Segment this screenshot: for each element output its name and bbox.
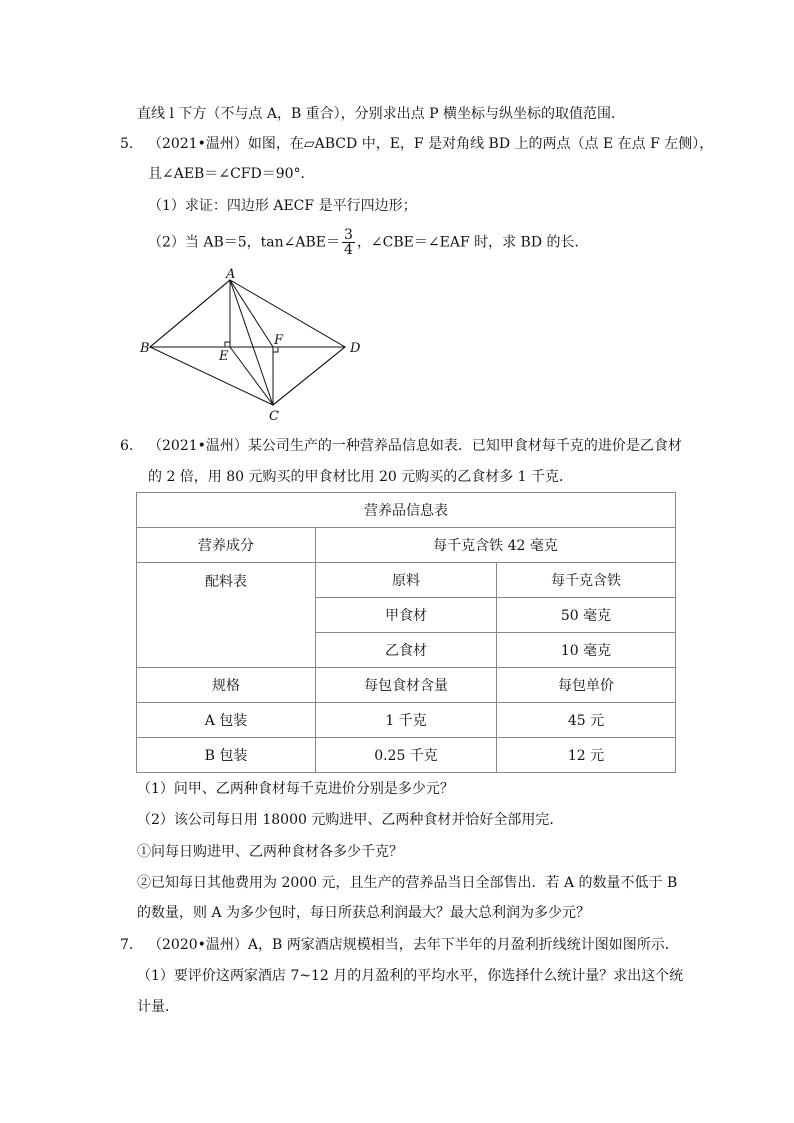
ingredient-yi-iron: 10 毫克	[497, 633, 676, 668]
question-5-stem: （2021•温州）如图，在▱ABCD 中，E，F 是对角线 BD 上的两点（点 E 在点 F 左侧），	[148, 136, 714, 152]
package-a-price: 45 元	[497, 703, 676, 738]
parallelogram-figure	[130, 268, 370, 428]
package-a-content: 1 千克	[316, 703, 497, 738]
package-b-content: 0.25 千克	[316, 738, 497, 773]
question-6-part-2-sub-2-cont: 的数量，则 A 为多少包时，每日所获总利润最大？最大总利润为多少元？	[137, 905, 591, 921]
segment-ec	[230, 347, 273, 405]
ingredient-jia: 甲食材	[316, 598, 497, 633]
table-title: 营养品信息表	[137, 493, 676, 528]
question-6-part-2-sub-2: ②已知每日其他费用为 2000 元，且生产的营养品当日全部售出．若 A 的数量不低于 B	[137, 875, 678, 891]
package-a-label: A 包装	[137, 703, 316, 738]
question-7-part-1-cont: 计量．	[137, 999, 179, 1015]
part-2-prefix: （2）当 AB＝5，tan∠ABE＝	[148, 234, 341, 251]
label-d: D	[350, 341, 361, 356]
package-b-label: B 包装	[137, 738, 316, 773]
question-7-part-1: （1）要评价这两家酒店 7~12 月的月盈利的平均水平，你选择什么统计量？求出这个统	[137, 968, 684, 984]
q4-tail-line: 直线 l 下方（不与点 A，B 重合），分别求出点 P 横坐标与纵坐标的取值范围．	[137, 106, 625, 122]
parallelogram-abcd	[150, 280, 345, 405]
question-7-number: 7.	[120, 937, 134, 953]
question-6-part-2-sub-1: ①问每日购进甲、乙两种食材各多少千克？	[137, 844, 403, 860]
package-b-price: 12 元	[497, 738, 676, 773]
ingredient-yi: 乙食材	[316, 633, 497, 668]
question-6-part-1: （1）问甲、乙两种食材每千克进价分别是多少元？	[137, 781, 454, 797]
spec-label: 规格	[137, 668, 316, 703]
question-6-part-2: （2）该公司每日用 18000 元购进甲、乙两种食材并恰好全部用完．	[137, 812, 564, 828]
question-6-stem-2: 的 2 倍，用 80 元购买的甲食材比用 20 元购买的乙食材多 1 千克．	[148, 469, 574, 485]
nutrition-info-table	[136, 492, 676, 773]
ingredients-label: 配料表	[137, 563, 316, 668]
label-b: B	[140, 341, 150, 356]
segment-af	[230, 280, 273, 347]
tan-fraction	[342, 228, 355, 257]
question-5-part-2	[148, 228, 589, 257]
nutrient-label: 营养成分	[137, 528, 316, 563]
raw-material-header: 原料	[316, 563, 497, 598]
label-a: A	[226, 268, 236, 282]
fraction-numerator: 3	[344, 227, 353, 243]
question-6-number: 6.	[120, 438, 134, 454]
nutrient-value: 每千克含铁 42 毫克	[316, 528, 676, 563]
question-5-number: 5.	[120, 136, 134, 152]
iron-per-kg-header: 每千克含铁	[497, 563, 676, 598]
label-c: C	[269, 409, 279, 424]
question-6-stem: （2021•温州）某公司生产的一种营养品信息如表．已知甲食材每千克的进价是乙食材	[148, 438, 682, 454]
question-5-condition: 且∠AEB＝∠CFD＝90°．	[148, 166, 315, 182]
label-f: F	[274, 333, 284, 348]
question-7-stem: （2020•温州）A，B 两家酒店规模相当，去年下半年的月盈利折线统计图如图所示．	[148, 937, 679, 953]
part-2-suffix: ，∠CBE＝∠EAF 时，求 BD 的长．	[356, 234, 589, 251]
question-5-part-1: （1）求证：四边形 AECF 是平行四边形；	[148, 198, 417, 214]
content-per-pack-header: 每包食材含量	[316, 668, 497, 703]
price-per-pack-header: 每包单价	[497, 668, 676, 703]
ingredient-jia-iron: 50 毫克	[497, 598, 676, 633]
right-angle-mark-e	[225, 342, 230, 347]
label-e: E	[219, 349, 229, 364]
fraction-denominator: 4	[344, 242, 353, 258]
parallelogram-outline	[150, 280, 345, 405]
